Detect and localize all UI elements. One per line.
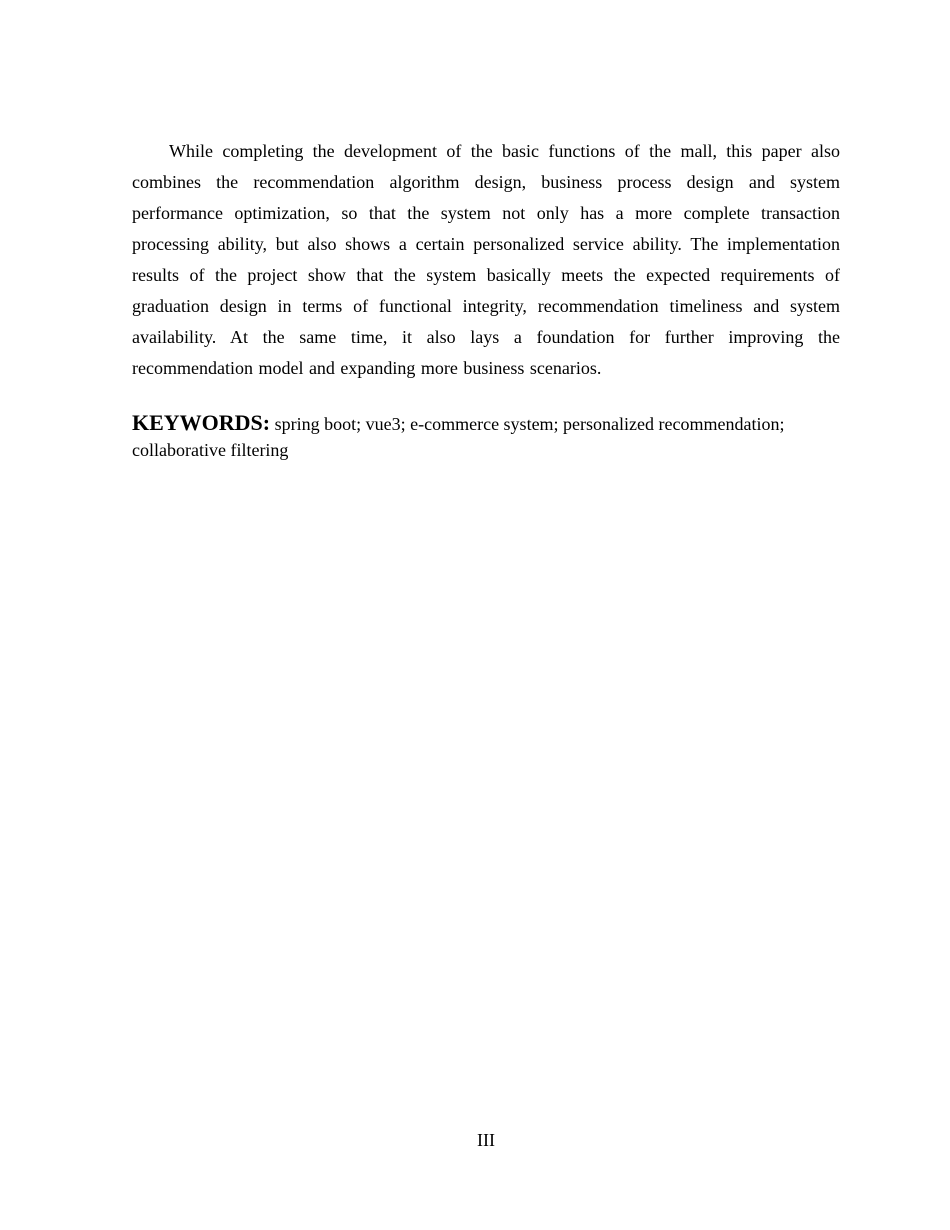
keywords-line bbox=[132, 410, 840, 463]
keywords-text: spring boot; vue3; e-commerce system; personalized recommendation; collaborative filtering bbox=[132, 414, 785, 460]
keywords-label: KEYWORDS: bbox=[132, 410, 271, 435]
page-number: III bbox=[477, 1130, 495, 1150]
abstract-paragraph: While completing the development of the basic functions of the mall, this paper also combines the recommendation algorithm design, business process design and system performance optimization, so that the system not only has a more complete transaction processing ability, but also shows a certain personalized service ability. The implementation results of the project show that the system basically meets the expected requirements of graduation design in terms of functional integrity, recommendation timeliness and system availability. At the same time, it also lays a foundation for further improving the recommendation model and expanding more business scenarios. bbox=[132, 141, 840, 378]
